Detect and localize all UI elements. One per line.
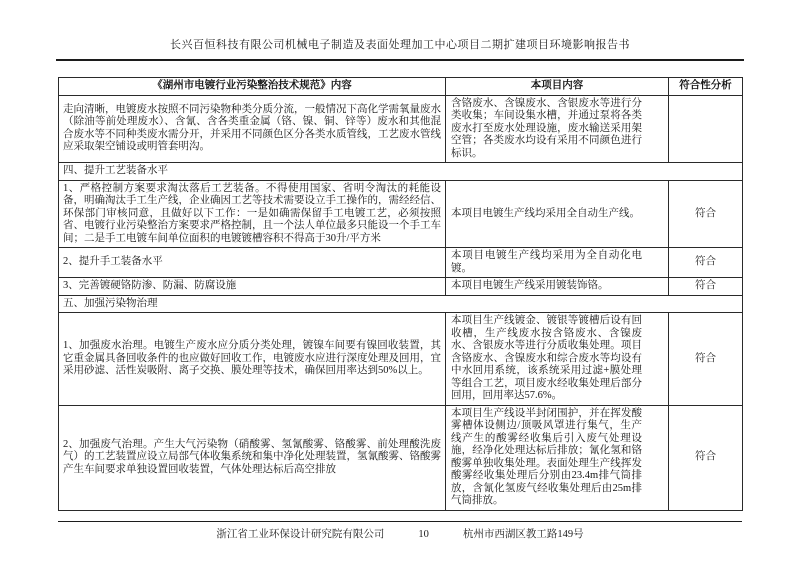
table-row — [59, 278, 743, 296]
column-header-compliance: 符合性分析 — [669, 78, 743, 96]
column-header-spec: 《湖州市电镀行业污染整治技术规范》内容 — [59, 78, 446, 96]
section-row — [59, 163, 743, 181]
compliance-cell — [669, 95, 743, 163]
compliance-cell: 符合 — [669, 313, 743, 406]
page-footer — [58, 521, 742, 541]
project-cell: 本项目生产线设半封闭围护，并在挥发酸雾槽体设侧边/顶吸风罩进行集气，生产线产生的酸雾经收集后引入废气处理设施，经净化处理达标后排放；氰化氢和铬酸雾单独收集处理。表面处理生产线挥发酸雾经收集处理后分别由23.4m排气筒排放，含氰化氢废气经收集处理后由25m排气筒排放。 — [446, 405, 669, 510]
spec-cell: 3、完善镀硬铬防渗、防漏、防腐设施 — [59, 278, 446, 296]
compliance-table — [58, 77, 743, 511]
table-row — [59, 95, 743, 163]
project-cell: 含铬废水、含镍废水、含银废水等进行分类收集；车间设集水槽，并通过泵将各类废水打至废水处理设施，废水输送采用架空管；各类废水均设有采用不同颜色进行标识。 — [446, 95, 669, 163]
table-row — [59, 248, 743, 278]
spec-cell: 2、提升手工装备水平 — [59, 248, 446, 278]
compliance-cell: 符合 — [669, 278, 743, 296]
table-row — [59, 180, 743, 248]
compliance-cell: 符合 — [669, 248, 743, 278]
section-row — [59, 295, 743, 313]
column-header-project: 本项目内容 — [446, 78, 669, 96]
footer-address: 杭州市西湖区教工路149号 — [462, 528, 584, 540]
table-row — [59, 313, 743, 406]
compliance-cell: 符合 — [669, 405, 743, 510]
section-title: 四、提升工艺装备水平 — [59, 163, 743, 181]
project-cell: 本项目电镀生产线均采用为全自动化电镀。 — [446, 248, 669, 278]
compliance-table-container — [58, 77, 742, 511]
footer-company: 浙江省工业环保设计研究院有限公司 — [216, 528, 385, 540]
page-number: 10 — [418, 528, 429, 540]
spec-cell: 走向清晰，电镀废水按照不同污染物种类分质分流，一般情况下高化学需氧量废水（除油等前处理废水）、含氰、含各类重金属（铬、镍、铜、锌等）废水和其他混合废水等不同种类废水需分开，并采用不同颜色区分各类水质管线，工艺废水管线应采取架空铺设或明管套明沟。 — [59, 95, 446, 163]
section-title: 五、加强污染物治理 — [59, 295, 743, 313]
project-cell: 本项目电镀生产线均采用全自动生产线。 — [446, 180, 669, 248]
table-header-row — [59, 78, 743, 96]
spec-cell: 1、加强废水治理。电镀生产废水应分质分类处理，镀镍车间要有镍回收装置，其它重金属具备回收条件的也应做好回收工作，电镀废水应进行深度处理及回用，宜采用砂滤、活性炭吸附、离子交换、膜处理等技术，确保回用率达到50%以上。 — [59, 313, 446, 406]
compliance-cell: 符合 — [669, 180, 743, 248]
document-title: 长兴百恒科技有限公司机械电子制造及表面处理加工中心项目二期扩建项目环境影响报告书 — [170, 39, 630, 51]
spec-cell: 1、严格控制方案要求淘汰落后工艺装备。不得使用国家、省明令淘汰的耗能设备，明确淘汰手工生产线，企业确因工艺等技术需要设立手工操作的，需经经信、环保部门审核同意，且做好以下工作：一是如确需保留手工电镀工艺，必须按照省、电镀行业污染整治方案要求严格控制，且一个法人单位最多只能设一个手工车间；二是手工电镀车间单位面积的电镀镀槽容积不得高于30升/平方米 — [59, 180, 446, 248]
project-cell: 本项目生产线镀金、镀银等镀槽后设有回收槽，生产线废水按含铬废水、含镍废水、含银废水等进行分质收集处理。项目含铬废水、含镍废水和综合废水等均设有中水回用系统，该系统采用过滤+膜处理等组合工艺，项目废水经收集处理后部分回用，回用率达57.6%。 — [446, 313, 669, 406]
table-row — [59, 405, 743, 510]
spec-cell: 2、加强废气治理。产生大气污染物（硝酸雾、氢氰酸雾、铬酸雾、前处理酸洗废气）的工艺装置应设立局部气体收集系统和集中净化处理装置，氢氰酸雾、铬酸雾产生车间要求单独设置回收装置，气体处理达标后高空排放 — [59, 405, 446, 510]
header-divider — [56, 59, 744, 61]
project-cell: 本项目电镀生产线采用镀装饰铬。 — [446, 278, 669, 296]
